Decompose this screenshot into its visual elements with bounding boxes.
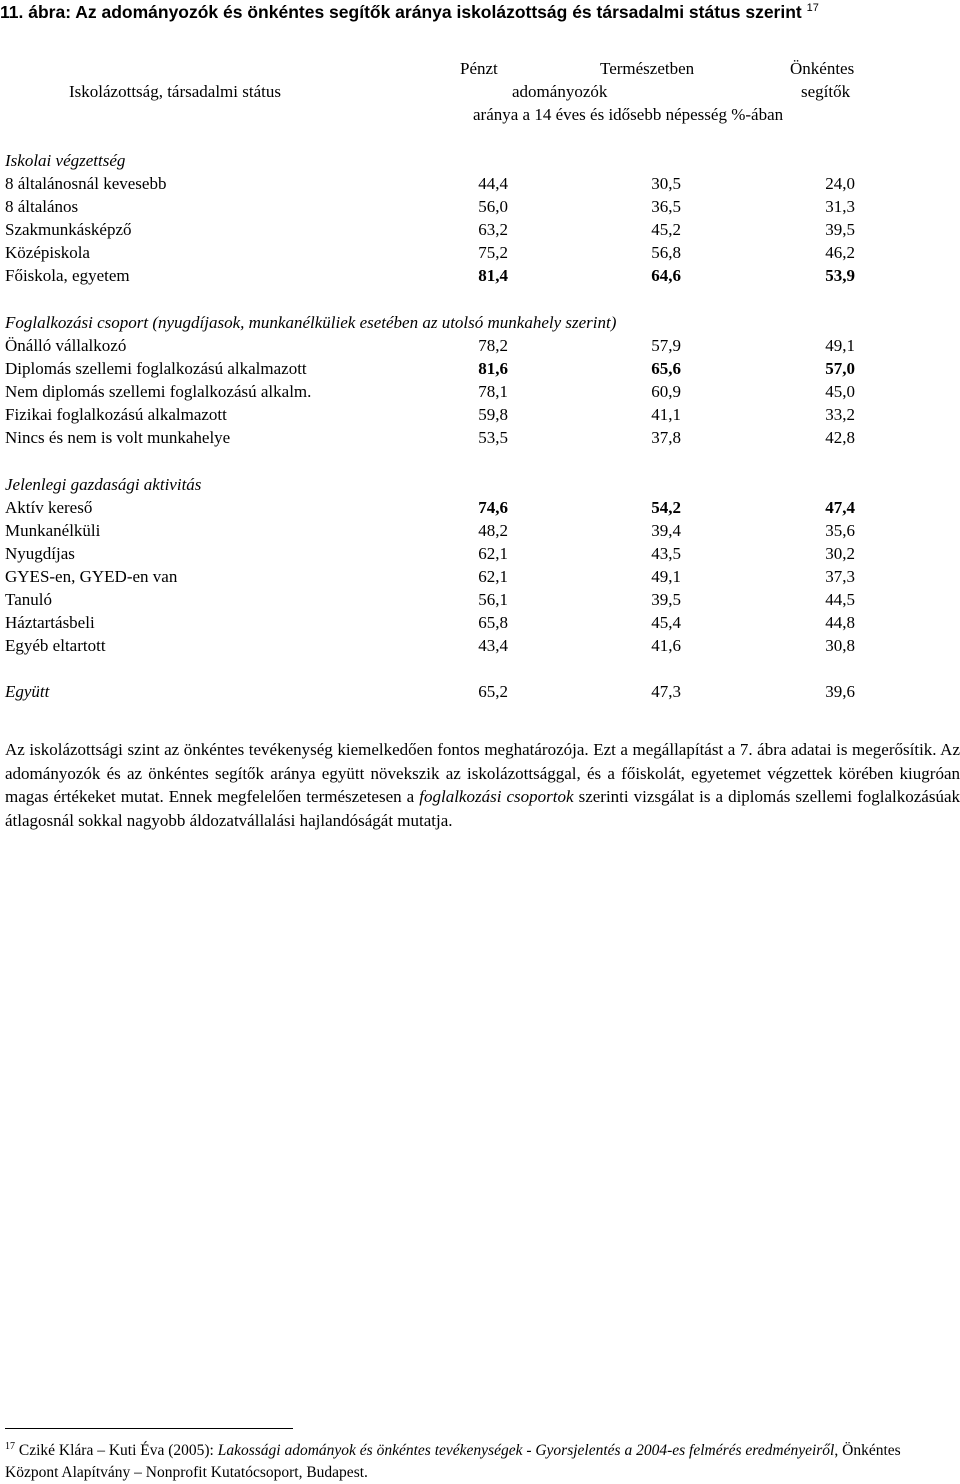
cell-money: 81,6 — [478, 359, 508, 378]
cell-money: 78,1 — [478, 382, 508, 401]
row-label: Nyugdíjas — [5, 544, 75, 563]
row-label: Szakmunkásképző — [5, 220, 132, 239]
cell-volunteer: 30,8 — [825, 636, 855, 655]
row-label: Önálló vállalkozó — [5, 336, 127, 355]
table-row — [5, 382, 955, 405]
cell-inkind: 57,9 — [651, 336, 681, 355]
row-label: Fizikai foglalkozású alkalmazott — [5, 405, 227, 424]
cell-volunteer: 57,0 — [825, 359, 855, 378]
cell-inkind: 37,8 — [651, 428, 681, 447]
row-label: 8 általános — [5, 197, 79, 216]
cell-inkind: 56,8 — [651, 243, 681, 262]
cell-money: 78,2 — [478, 336, 508, 355]
figure-title — [0, 2, 960, 23]
footnote-authors: Cziké Klára – Kuti Éva (2005): — [18, 1442, 214, 1460]
cell-money: 65,2 — [478, 682, 508, 701]
cell-volunteer: 33,2 — [825, 405, 855, 424]
cell-money: 43,4 — [478, 636, 508, 655]
paragraph-emphasis: foglalkozási csoportok — [419, 787, 574, 806]
cell-money: 56,0 — [478, 197, 508, 216]
cell-volunteer: 49,1 — [825, 336, 855, 355]
cell-volunteer: 39,6 — [825, 682, 855, 701]
total-label: Együtt — [5, 682, 50, 701]
cell-volunteer: 39,5 — [825, 220, 855, 239]
footnote-ref: 17 — [806, 2, 819, 15]
table-row — [5, 521, 955, 544]
table-row — [5, 405, 955, 428]
header-unit: aránya a 14 éves és idősebb népesség %-ában — [473, 105, 784, 124]
cell-money: 62,1 — [478, 544, 508, 563]
row-label: Nincs és nem is volt munkahelye — [5, 428, 231, 447]
row-label: Aktív kereső — [5, 498, 93, 517]
row-label: Nem diplomás szellemi foglalkozású alkalm. — [5, 382, 312, 401]
row-label: Diplomás szellemi foglalkozású alkalmazott — [5, 359, 307, 378]
footnote-number: 17 — [5, 1441, 15, 1452]
cell-volunteer: 53,9 — [825, 266, 855, 285]
cell-inkind: 41,1 — [651, 405, 681, 424]
cell-inkind: 49,1 — [651, 567, 681, 586]
cell-volunteer: 31,3 — [825, 197, 855, 216]
header-row-label: Iskolázottság, társadalmi státus — [69, 82, 281, 101]
footnote — [5, 1436, 955, 1484]
footnote-rest: , Önkéntes Központ Alapítvány – Nonprofit Kutatócsoport, Budapest. — [5, 1442, 901, 1482]
row-label: Tanuló — [5, 590, 52, 609]
footnote-title: Lakossági adományok és önkéntes tevékenységek - Gyorsjelentés a 2004-es felmérés eredményeiről — [217, 1442, 835, 1460]
cell-money: 59,8 — [478, 405, 508, 424]
cell-inkind: 60,9 — [651, 382, 681, 401]
cell-money: 62,1 — [478, 567, 508, 586]
paragraph-part1: Az iskolázottsági szint az önkéntes tevékenység kiemelkedően fontos meghatározója. Ezt a megállapítást a 7. ábra adatai is megerősítik. Az adományozók és az önkéntes segítők aránya együtt növekszik az iskolázottsággal, és a főiskolát, egyetemet végzettek körében kiugróan magas értékeket mutat. Ennek megfelelően természetesen a — [5, 740, 960, 806]
cell-inkind: 54,2 — [651, 498, 681, 517]
header-col2-line1: Természetben — [600, 59, 695, 78]
table-row — [5, 220, 955, 243]
row-label: Háztartásbeli — [5, 613, 95, 632]
cell-money: 48,2 — [478, 521, 508, 540]
table-row — [5, 544, 955, 567]
cell-volunteer: 45,0 — [825, 382, 855, 401]
cell-inkind: 47,3 — [651, 682, 681, 701]
cell-money: 63,2 — [478, 220, 508, 239]
header-col3-line2: segítők — [801, 82, 851, 101]
row-label: GYES-en, GYED-en van — [5, 567, 178, 586]
cell-inkind: 39,4 — [651, 521, 681, 540]
row-label: Főiskola, egyetem — [5, 266, 130, 285]
table-row — [5, 590, 955, 613]
paragraph-part2: szerinti vizsgálat is a diplomás szellemi foglalkozásúak átlagosnál sokkal nagyobb áldozatvállalási hajlandóságát mutatja. — [5, 787, 960, 830]
cell-volunteer: 44,8 — [825, 613, 855, 632]
cell-volunteer: 35,6 — [825, 521, 855, 540]
cell-volunteer: 44,5 — [825, 590, 855, 609]
table-row — [5, 567, 955, 590]
header-col1-line2: adományozók — [512, 82, 608, 101]
section-title: Foglalkozási csoport (nyugdíjasok, munkanélküliek esetében az utolsó munkahely szerint) — [5, 313, 617, 332]
table-row — [5, 636, 955, 659]
row-label: 8 általánosnál kevesebb — [5, 174, 167, 193]
cell-inkind: 39,5 — [651, 590, 681, 609]
cell-inkind: 45,2 — [651, 220, 681, 239]
cell-inkind: 43,5 — [651, 544, 681, 563]
footnote-divider — [5, 1428, 293, 1429]
cell-money: 74,6 — [478, 498, 508, 517]
total-row — [5, 682, 955, 705]
table-row — [5, 197, 955, 220]
header-col3-line1: Önkéntes — [790, 59, 855, 78]
cell-volunteer: 37,3 — [825, 567, 855, 586]
row-label: Egyéb eltartott — [5, 636, 106, 655]
cell-inkind: 64,6 — [651, 266, 681, 285]
cell-volunteer: 30,2 — [825, 544, 855, 563]
table-row — [5, 266, 955, 289]
cell-inkind: 30,5 — [651, 174, 681, 193]
cell-money: 44,4 — [478, 174, 508, 193]
cell-volunteer: 47,4 — [825, 498, 855, 517]
cell-inkind: 41,6 — [651, 636, 681, 655]
section-title: Iskolai végzettség — [5, 151, 126, 170]
cell-money: 56,1 — [478, 590, 508, 609]
cell-inkind: 65,6 — [651, 359, 681, 378]
figure-title-text: 11. ábra: Az adományozók és önkéntes segítők aránya iskolázottság és társadalmi státus szerint — [0, 2, 802, 22]
row-label: Munkanélküli — [5, 521, 101, 540]
cell-money: 53,5 — [478, 428, 508, 447]
cell-volunteer: 46,2 — [825, 243, 855, 262]
table-row — [5, 243, 955, 266]
table-row — [5, 359, 955, 382]
table-row — [5, 336, 955, 359]
cell-inkind: 45,4 — [651, 613, 681, 632]
cell-volunteer: 42,8 — [825, 428, 855, 447]
cell-money: 75,2 — [478, 243, 508, 262]
table-row — [5, 613, 955, 636]
cell-volunteer: 24,0 — [825, 174, 855, 193]
table-row — [5, 498, 955, 521]
row-label: Középiskola — [5, 243, 90, 262]
table-row — [5, 174, 955, 197]
table-row — [5, 428, 955, 451]
cell-inkind: 36,5 — [651, 197, 681, 216]
section-title: Jelenlegi gazdasági aktivitás — [5, 475, 202, 494]
body-paragraph — [5, 738, 960, 832]
header-col1-line1: Pénzt — [460, 59, 498, 78]
cell-money: 81,4 — [478, 266, 508, 285]
cell-money: 65,8 — [478, 613, 508, 632]
